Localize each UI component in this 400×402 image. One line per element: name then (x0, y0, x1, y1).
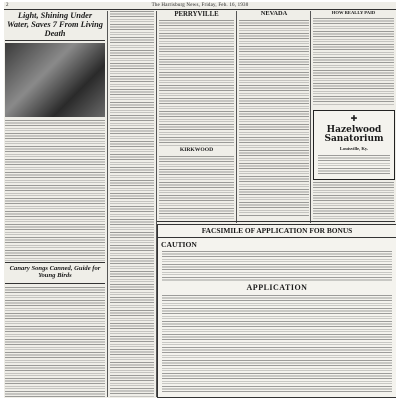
column-lead-story (5, 11, 105, 397)
masthead-title: The Harrisburg News, Friday, Feb. 16, 1930 (151, 3, 249, 8)
lead-headline: Light, Shining Under Water, Saves 7 From Living Death (5, 11, 105, 41)
nevada-heading: NEVADA (260, 11, 288, 17)
form-title: FACSIMILE OF APPLICATION FOR BONUS (158, 225, 396, 238)
column-2 (110, 11, 154, 397)
news-photo-image (5, 43, 105, 117)
kirkwood-body (159, 156, 234, 223)
perryville-heading: PERRYVILLE (174, 11, 219, 18)
ad-body (318, 155, 390, 175)
bonus-application-form (157, 224, 396, 398)
masthead (4, 2, 396, 10)
column-5 (313, 11, 394, 107)
hazelwood-ad (313, 110, 395, 180)
were-really-paid-heading: HOW REALLY PAID (331, 11, 376, 15)
column-nevada (239, 11, 309, 223)
caution-text (162, 251, 392, 281)
ad-subtitle: Louisville, Ky. (339, 145, 369, 151)
canary-headline: Canary Songs Canned, Guide for Young Birds (5, 262, 105, 284)
page-number: 2 (6, 3, 9, 8)
form-application-heading: APPLICATION (246, 282, 308, 292)
column-5-lower-body (313, 182, 394, 222)
newspaper-page (4, 2, 396, 398)
column-2-body (110, 11, 154, 397)
nevada-body (239, 20, 309, 216)
canary-story-body (5, 287, 105, 397)
column-5-body (313, 18, 394, 106)
application-lines (162, 295, 392, 393)
perryville-body (159, 20, 234, 146)
kirkwood-heading: KIRKWOOD (179, 147, 214, 154)
column-perryville (159, 11, 234, 223)
lead-story-body (5, 120, 105, 262)
form-caution: CAUTION (161, 239, 197, 249)
column-5-lower (313, 182, 394, 222)
ad-title: Hazelwood Sanatorium (324, 125, 384, 145)
cross-icon: ✚ (350, 114, 358, 123)
